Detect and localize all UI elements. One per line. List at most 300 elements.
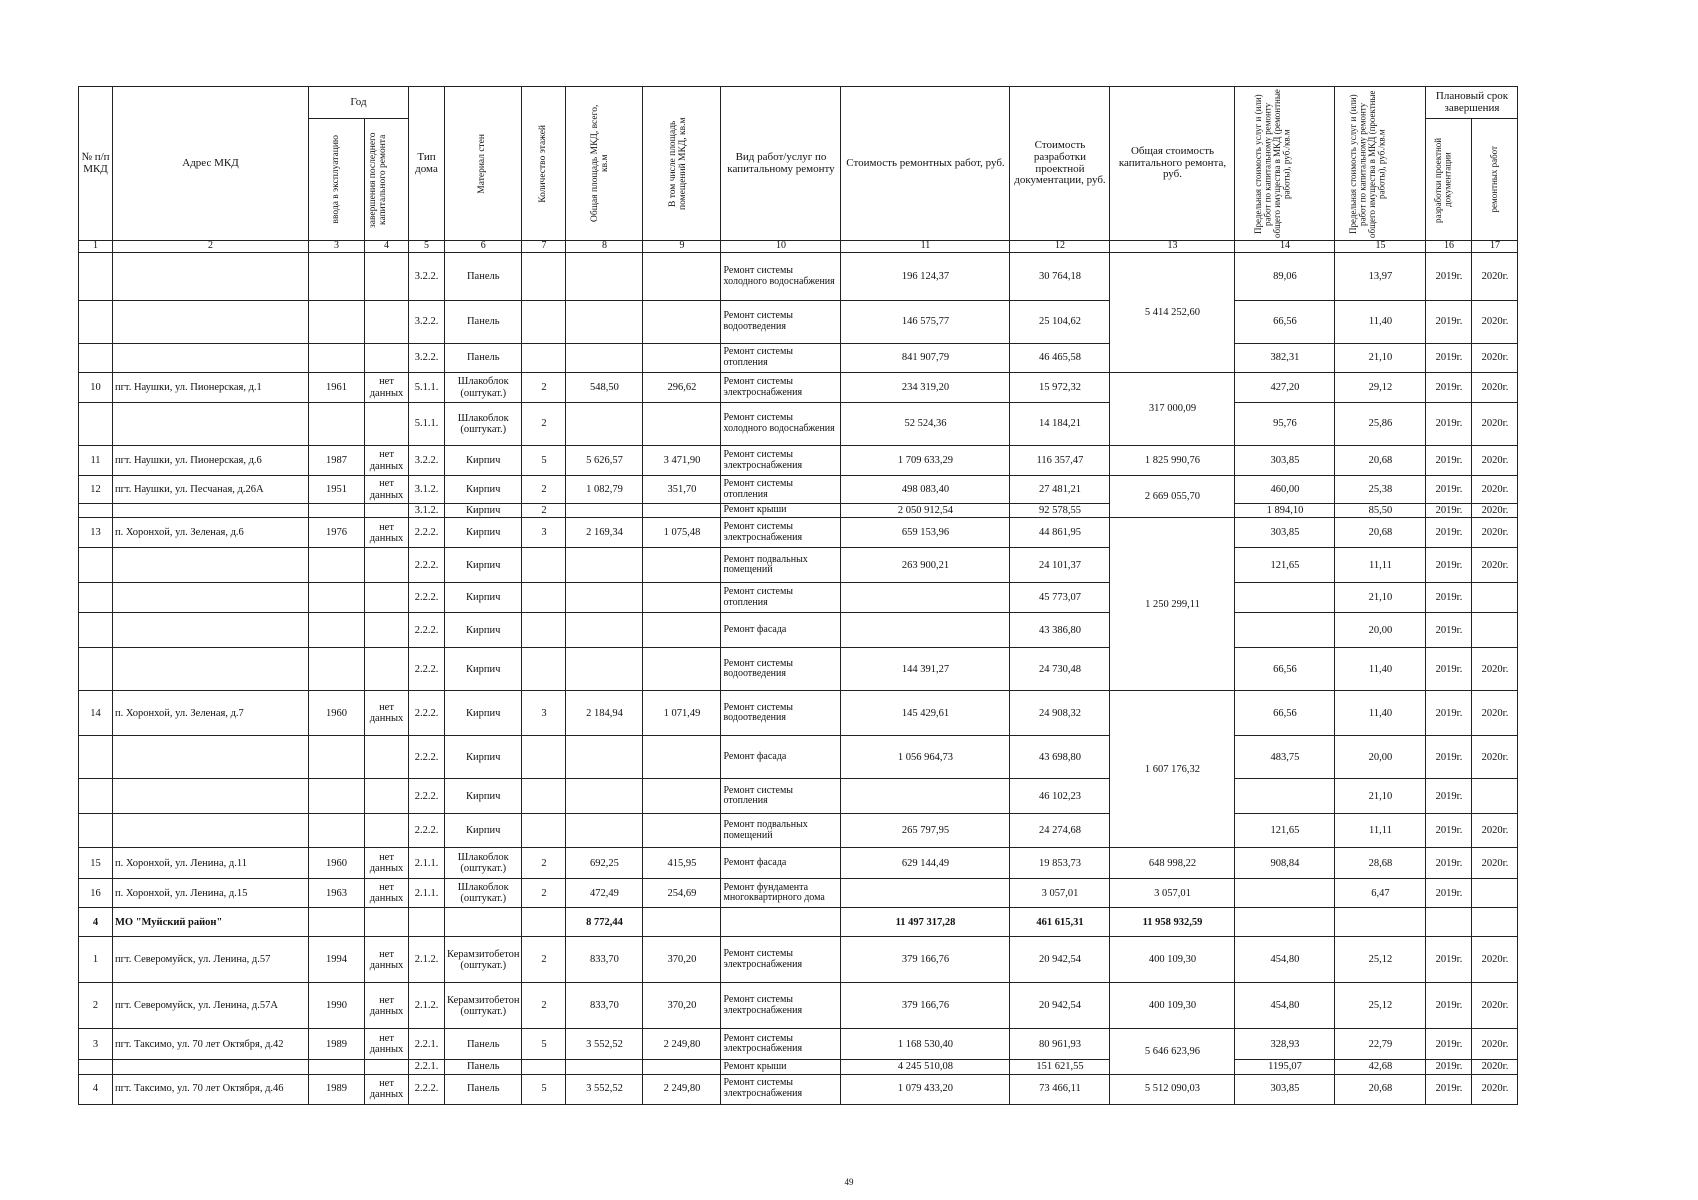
house-type: 2.1.1. xyxy=(409,879,445,908)
table-row xyxy=(79,691,1518,736)
wall-material xyxy=(445,908,522,937)
wall-material: Кирпич xyxy=(445,518,522,548)
commission-year: 1960 xyxy=(309,691,365,736)
deadline-design: 2019г. xyxy=(1426,301,1472,344)
address xyxy=(113,814,309,848)
last-repair-year: нет данных xyxy=(365,518,409,548)
premises-area xyxy=(643,403,721,446)
row-number xyxy=(79,1060,113,1074)
commission-year: 1990 xyxy=(309,983,365,1029)
deadline-repair: 2020г. xyxy=(1472,344,1518,373)
floors: 3 xyxy=(522,691,566,736)
table-row xyxy=(79,937,1518,983)
last-repair-year xyxy=(365,908,409,937)
limit-design: 85,50 xyxy=(1335,504,1426,518)
row-number xyxy=(79,583,113,613)
address xyxy=(113,548,309,583)
limit-repair: 121,65 xyxy=(1235,548,1335,583)
design-cost: 151 621,55 xyxy=(1010,1060,1110,1074)
repair-cost: 265 797,95 xyxy=(841,814,1010,848)
limit-repair: 66,56 xyxy=(1235,691,1335,736)
wall-material: Шлакоблок (оштукат.) xyxy=(445,373,522,403)
limit-repair: 121,65 xyxy=(1235,814,1335,848)
row-number: 10 xyxy=(79,373,113,403)
hdr-address: Адрес МКД xyxy=(113,87,309,241)
table-row xyxy=(79,814,1518,848)
premises-area xyxy=(643,779,721,814)
wall-material: Панель xyxy=(445,253,522,301)
repair-cost: 841 907,79 xyxy=(841,344,1010,373)
repair-cost: 4 245 510,08 xyxy=(841,1060,1010,1074)
work-type: Ремонт крыши xyxy=(721,504,841,518)
repair-cost: 145 429,61 xyxy=(841,691,1010,736)
total-area xyxy=(566,583,643,613)
colnum: 13 xyxy=(1110,241,1235,253)
colnum: 9 xyxy=(643,241,721,253)
deadline-design: 2019г. xyxy=(1426,583,1472,613)
design-cost: 19 853,73 xyxy=(1010,848,1110,879)
deadline-repair xyxy=(1472,779,1518,814)
work-type: Ремонт системы водоотведения xyxy=(721,648,841,691)
limit-design: 42,68 xyxy=(1335,1060,1426,1074)
row-number xyxy=(79,403,113,446)
address: пгт. Наушки, ул. Пионерская, д.6 xyxy=(113,446,309,476)
deadline-repair: 2020г. xyxy=(1472,983,1518,1029)
design-cost: 20 942,54 xyxy=(1010,983,1110,1029)
limit-design: 21,10 xyxy=(1335,344,1426,373)
last-repair-year: нет данных xyxy=(365,446,409,476)
total-cost: 317 000,09 xyxy=(1110,373,1235,446)
total-area: 1 082,79 xyxy=(566,476,643,504)
repair-cost: 196 124,37 xyxy=(841,253,1010,301)
house-type: 2.2.2. xyxy=(409,736,445,779)
colnum: 12 xyxy=(1010,241,1110,253)
design-cost: 43 698,80 xyxy=(1010,736,1110,779)
address xyxy=(113,504,309,518)
page-number: 49 xyxy=(844,1177,854,1187)
deadline-design: 2019г. xyxy=(1426,476,1472,504)
total-cost: 11 958 932,59 xyxy=(1110,908,1235,937)
limit-repair: 303,85 xyxy=(1235,518,1335,548)
last-repair-year xyxy=(365,344,409,373)
hdr-wall-material: Материал стен xyxy=(445,87,522,241)
colnum: 17 xyxy=(1472,241,1518,253)
row-number xyxy=(79,301,113,344)
house-type: 2.2.2. xyxy=(409,613,445,648)
limit-design: 25,12 xyxy=(1335,983,1426,1029)
address: пгт. Таксимо, ул. 70 лет Октября, д.46 xyxy=(113,1074,309,1104)
deadline-repair: 2020г. xyxy=(1472,446,1518,476)
design-cost: 20 942,54 xyxy=(1010,937,1110,983)
design-cost: 45 773,07 xyxy=(1010,583,1110,613)
total-cost: 648 998,22 xyxy=(1110,848,1235,879)
commission-year: 1960 xyxy=(309,848,365,879)
premises-area xyxy=(643,736,721,779)
floors xyxy=(522,253,566,301)
work-type: Ремонт системы отопления xyxy=(721,476,841,504)
deadline-design: 2019г. xyxy=(1426,848,1472,879)
design-cost: 116 357,47 xyxy=(1010,446,1110,476)
row-number: 4 xyxy=(79,1074,113,1104)
hdr-year-group: Год xyxy=(309,87,409,119)
hdr-total-cost: Общая стоимость капитального ремонта, руб. xyxy=(1110,87,1235,241)
house-type: 2.2.2. xyxy=(409,814,445,848)
deadline-design: 2019г. xyxy=(1426,879,1472,908)
last-repair-year xyxy=(365,583,409,613)
wall-material: Кирпич xyxy=(445,476,522,504)
floors xyxy=(522,736,566,779)
wall-material: Кирпич xyxy=(445,779,522,814)
premises-area: 3 471,90 xyxy=(643,446,721,476)
colnum: 2 xyxy=(113,241,309,253)
floors: 5 xyxy=(522,446,566,476)
row-number xyxy=(79,736,113,779)
deadline-design: 2019г. xyxy=(1426,548,1472,583)
table-row xyxy=(79,648,1518,691)
design-cost: 44 861,95 xyxy=(1010,518,1110,548)
row-number xyxy=(79,548,113,583)
house-type: 5.1.1. xyxy=(409,403,445,446)
limit-repair xyxy=(1235,613,1335,648)
limit-repair xyxy=(1235,779,1335,814)
design-cost: 15 972,32 xyxy=(1010,373,1110,403)
deadline-repair xyxy=(1472,583,1518,613)
work-type: Ремонт подвальных помещений xyxy=(721,548,841,583)
region-subtotal-row xyxy=(79,908,1518,937)
commission-year: 1963 xyxy=(309,879,365,908)
deadline-repair: 2020г. xyxy=(1472,373,1518,403)
repair-cost: 263 900,21 xyxy=(841,548,1010,583)
commission-year xyxy=(309,403,365,446)
row-number: 4 xyxy=(79,908,113,937)
total-area: 5 626,57 xyxy=(566,446,643,476)
work-type: Ремонт системы электроснабжения xyxy=(721,446,841,476)
repair-cost: 234 319,20 xyxy=(841,373,1010,403)
row-number: 3 xyxy=(79,1029,113,1060)
colnum: 16 xyxy=(1426,241,1472,253)
table-row xyxy=(79,344,1518,373)
floors xyxy=(522,301,566,344)
hdr-deadline-repair: ремонтных работ xyxy=(1472,119,1518,241)
work-type: Ремонт системы электроснабжения xyxy=(721,937,841,983)
commission-year xyxy=(309,613,365,648)
row-number xyxy=(79,504,113,518)
address xyxy=(113,648,309,691)
limit-design: 25,12 xyxy=(1335,937,1426,983)
work-type: Ремонт подвальных помещений xyxy=(721,814,841,848)
repair-cost: 2 050 912,54 xyxy=(841,504,1010,518)
house-type: 2.2.2. xyxy=(409,648,445,691)
house-type: 2.2.2. xyxy=(409,583,445,613)
premises-area xyxy=(643,344,721,373)
premises-area: 351,70 xyxy=(643,476,721,504)
limit-design: 11,40 xyxy=(1335,301,1426,344)
table-row xyxy=(79,518,1518,548)
deadline-design: 2019г. xyxy=(1426,814,1472,848)
total-cost: 2 669 055,70 xyxy=(1110,476,1235,518)
row-number: 12 xyxy=(79,476,113,504)
last-repair-year: нет данных xyxy=(365,476,409,504)
address xyxy=(113,613,309,648)
total-area xyxy=(566,301,643,344)
address xyxy=(113,403,309,446)
wall-material: Панель xyxy=(445,1029,522,1060)
deadline-design xyxy=(1426,908,1472,937)
deadline-repair: 2020г. xyxy=(1472,1074,1518,1104)
premises-area: 254,69 xyxy=(643,879,721,908)
limit-design: 25,86 xyxy=(1335,403,1426,446)
last-repair-year xyxy=(365,253,409,301)
limit-design: 21,10 xyxy=(1335,779,1426,814)
house-type: 2.1.1. xyxy=(409,848,445,879)
repair-cost: 1 056 964,73 xyxy=(841,736,1010,779)
commission-year: 1989 xyxy=(309,1074,365,1104)
total-cost: 1 825 990,76 xyxy=(1110,446,1235,476)
total-cost: 3 057,01 xyxy=(1110,879,1235,908)
address xyxy=(113,301,309,344)
table-row xyxy=(79,1074,1518,1104)
house-type: 3.2.2. xyxy=(409,446,445,476)
deadline-design: 2019г. xyxy=(1426,344,1472,373)
address: п. Хоронхой, ул. Зеленая, д.6 xyxy=(113,518,309,548)
total-area: 472,49 xyxy=(566,879,643,908)
premises-area: 415,95 xyxy=(643,848,721,879)
address: пгт. Северомуйск, ул. Ленина, д.57 xyxy=(113,937,309,983)
limit-repair: 66,56 xyxy=(1235,648,1335,691)
design-cost: 24 274,68 xyxy=(1010,814,1110,848)
floors: 3 xyxy=(522,518,566,548)
repair-cost: 1 709 633,29 xyxy=(841,446,1010,476)
table-row xyxy=(79,879,1518,908)
total-area: 833,70 xyxy=(566,983,643,1029)
address xyxy=(113,1060,309,1074)
row-number xyxy=(79,344,113,373)
commission-year xyxy=(309,301,365,344)
deadline-repair xyxy=(1472,879,1518,908)
address xyxy=(113,779,309,814)
limit-design: 11,40 xyxy=(1335,691,1426,736)
wall-material: Кирпич xyxy=(445,691,522,736)
row-number xyxy=(79,253,113,301)
work-type: Ремонт системы холодного водоснабжения xyxy=(721,253,841,301)
deadline-design: 2019г. xyxy=(1426,1029,1472,1060)
table-row xyxy=(79,446,1518,476)
repair-cost: 379 166,76 xyxy=(841,983,1010,1029)
table-row xyxy=(79,403,1518,446)
work-type: Ремонт системы электроснабжения xyxy=(721,1074,841,1104)
total-area xyxy=(566,736,643,779)
limit-repair: 908,84 xyxy=(1235,848,1335,879)
deadline-repair: 2020г. xyxy=(1472,648,1518,691)
limit-repair: 454,80 xyxy=(1235,937,1335,983)
repair-cost: 144 391,27 xyxy=(841,648,1010,691)
wall-material: Шлакоблок (оштукат.) xyxy=(445,848,522,879)
total-area xyxy=(566,253,643,301)
table-row xyxy=(79,504,1518,518)
row-number: 13 xyxy=(79,518,113,548)
deadline-repair: 2020г. xyxy=(1472,301,1518,344)
premises-area: 2 249,80 xyxy=(643,1074,721,1104)
deadline-design: 2019г. xyxy=(1426,613,1472,648)
commission-year xyxy=(309,344,365,373)
hdr-limit-design: Предельная стоимость услуг и (или) работ по капитальному ремонту общего имущества в МКД (проектные работы), руб./кв.м xyxy=(1335,87,1426,241)
premises-area xyxy=(643,504,721,518)
wall-material: Кирпич xyxy=(445,446,522,476)
premises-area xyxy=(643,613,721,648)
house-type: 3.2.2. xyxy=(409,253,445,301)
row-number xyxy=(79,814,113,848)
last-repair-year xyxy=(365,648,409,691)
commission-year xyxy=(309,548,365,583)
repair-cost: 1 079 433,20 xyxy=(841,1074,1010,1104)
deadline-design: 2019г. xyxy=(1426,1060,1472,1074)
limit-design: 29,12 xyxy=(1335,373,1426,403)
work-type: Ремонт системы отопления xyxy=(721,344,841,373)
total-cost: 1 250 299,11 xyxy=(1110,518,1235,691)
last-repair-year xyxy=(365,504,409,518)
deadline-design: 2019г. xyxy=(1426,691,1472,736)
house-type: 2.1.2. xyxy=(409,983,445,1029)
colnum: 15 xyxy=(1335,241,1426,253)
limit-repair: 483,75 xyxy=(1235,736,1335,779)
total-area xyxy=(566,403,643,446)
address: п. Хоронхой, ул. Ленина, д.11 xyxy=(113,848,309,879)
floors xyxy=(522,344,566,373)
work-type: Ремонт крыши xyxy=(721,1060,841,1074)
total-area: 3 552,52 xyxy=(566,1074,643,1104)
floors: 2 xyxy=(522,373,566,403)
design-cost: 461 615,31 xyxy=(1010,908,1110,937)
repair-cost xyxy=(841,779,1010,814)
deadline-design: 2019г. xyxy=(1426,648,1472,691)
row-number: 14 xyxy=(79,691,113,736)
house-type: 3.2.2. xyxy=(409,344,445,373)
hdr-last-repair-year: завершения последнего капитального ремонта xyxy=(365,119,409,241)
house-type: 2.2.2. xyxy=(409,1074,445,1104)
table-row xyxy=(79,1060,1518,1074)
limit-design xyxy=(1335,908,1426,937)
floors: 2 xyxy=(522,476,566,504)
address xyxy=(113,583,309,613)
last-repair-year xyxy=(365,1060,409,1074)
deadline-repair: 2020г. xyxy=(1472,403,1518,446)
limit-repair: 89,06 xyxy=(1235,253,1335,301)
work-type: Ремонт фасада xyxy=(721,613,841,648)
wall-material: Кирпич xyxy=(445,613,522,648)
house-type: 5.1.1. xyxy=(409,373,445,403)
house-type: 2.2.2. xyxy=(409,779,445,814)
repair-cost: 52 524,36 xyxy=(841,403,1010,446)
hdr-limit-repair: Предельная стоимость услуг и (или) работ по капитальному ремонту общего имущества в МКД (ремонтные работы), руб./кв.м xyxy=(1235,87,1335,241)
total-area: 692,25 xyxy=(566,848,643,879)
hdr-number: № п/п МКД xyxy=(79,87,113,241)
total-area xyxy=(566,1060,643,1074)
deadline-repair: 2020г. xyxy=(1472,691,1518,736)
deadline-repair: 2020г. xyxy=(1472,848,1518,879)
premises-area xyxy=(643,548,721,583)
colnum: 5 xyxy=(409,241,445,253)
last-repair-year: нет данных xyxy=(365,879,409,908)
wall-material: Кирпич xyxy=(445,648,522,691)
limit-design: 11,11 xyxy=(1335,548,1426,583)
colnum: 10 xyxy=(721,241,841,253)
wall-material: Панель xyxy=(445,301,522,344)
wall-material: Кирпич xyxy=(445,504,522,518)
address: МО "Муйский район" xyxy=(113,908,309,937)
work-type: Ремонт системы отопления xyxy=(721,583,841,613)
last-repair-year: нет данных xyxy=(365,373,409,403)
hdr-premises-area: В том числе площадь помещений МКД, кв.м xyxy=(643,87,721,241)
limit-repair xyxy=(1235,583,1335,613)
commission-year xyxy=(309,648,365,691)
column-number-row xyxy=(79,241,1518,253)
house-type: 3.1.2. xyxy=(409,476,445,504)
deadline-repair: 2020г. xyxy=(1472,548,1518,583)
deadline-repair: 2020г. xyxy=(1472,937,1518,983)
floors xyxy=(522,814,566,848)
repair-cost: 659 153,96 xyxy=(841,518,1010,548)
table-row xyxy=(79,548,1518,583)
floors xyxy=(522,583,566,613)
limit-repair: 66,56 xyxy=(1235,301,1335,344)
deadline-repair: 2020г. xyxy=(1472,1029,1518,1060)
row-number: 1 xyxy=(79,937,113,983)
address: пгт. Таксимо, ул. 70 лет Октября, д.42 xyxy=(113,1029,309,1060)
floors: 5 xyxy=(522,1029,566,1060)
last-repair-year: нет данных xyxy=(365,1029,409,1060)
table-row xyxy=(79,583,1518,613)
total-cost: 400 109,30 xyxy=(1110,937,1235,983)
last-repair-year xyxy=(365,736,409,779)
floors: 5 xyxy=(522,1074,566,1104)
limit-repair xyxy=(1235,879,1335,908)
colnum: 11 xyxy=(841,241,1010,253)
commission-year: 1961 xyxy=(309,373,365,403)
house-type: 2.2.2. xyxy=(409,548,445,583)
limit-repair: 382,31 xyxy=(1235,344,1335,373)
hdr-deadline-design: разработки проектной документации xyxy=(1426,119,1472,241)
colnum: 4 xyxy=(365,241,409,253)
deadline-repair: 2020г. xyxy=(1472,504,1518,518)
address xyxy=(113,253,309,301)
total-cost: 1 607 176,32 xyxy=(1110,691,1235,848)
design-cost: 25 104,62 xyxy=(1010,301,1110,344)
last-repair-year xyxy=(365,814,409,848)
colnum: 3 xyxy=(309,241,365,253)
hdr-floors: Количество этажей xyxy=(522,87,566,241)
deadline-design: 2019г. xyxy=(1426,736,1472,779)
premises-area xyxy=(643,1060,721,1074)
total-area xyxy=(566,779,643,814)
last-repair-year xyxy=(365,301,409,344)
limit-repair: 303,85 xyxy=(1235,446,1335,476)
deadline-design: 2019г. xyxy=(1426,779,1472,814)
row-number xyxy=(79,613,113,648)
work-type: Ремонт системы водоотведения xyxy=(721,301,841,344)
premises-area: 1 075,48 xyxy=(643,518,721,548)
repair-cost: 146 575,77 xyxy=(841,301,1010,344)
limit-repair: 328,93 xyxy=(1235,1029,1335,1060)
table-body xyxy=(79,253,1518,1105)
limit-design: 20,68 xyxy=(1335,446,1426,476)
work-type: Ремонт системы холодного водоснабжения xyxy=(721,403,841,446)
hdr-total-area: Общая площадь МКД, всего, кв.м xyxy=(566,87,643,241)
deadline-repair xyxy=(1472,613,1518,648)
total-area xyxy=(566,613,643,648)
total-cost: 5 414 252,60 xyxy=(1110,253,1235,373)
total-cost: 400 109,30 xyxy=(1110,983,1235,1029)
table-row xyxy=(79,613,1518,648)
